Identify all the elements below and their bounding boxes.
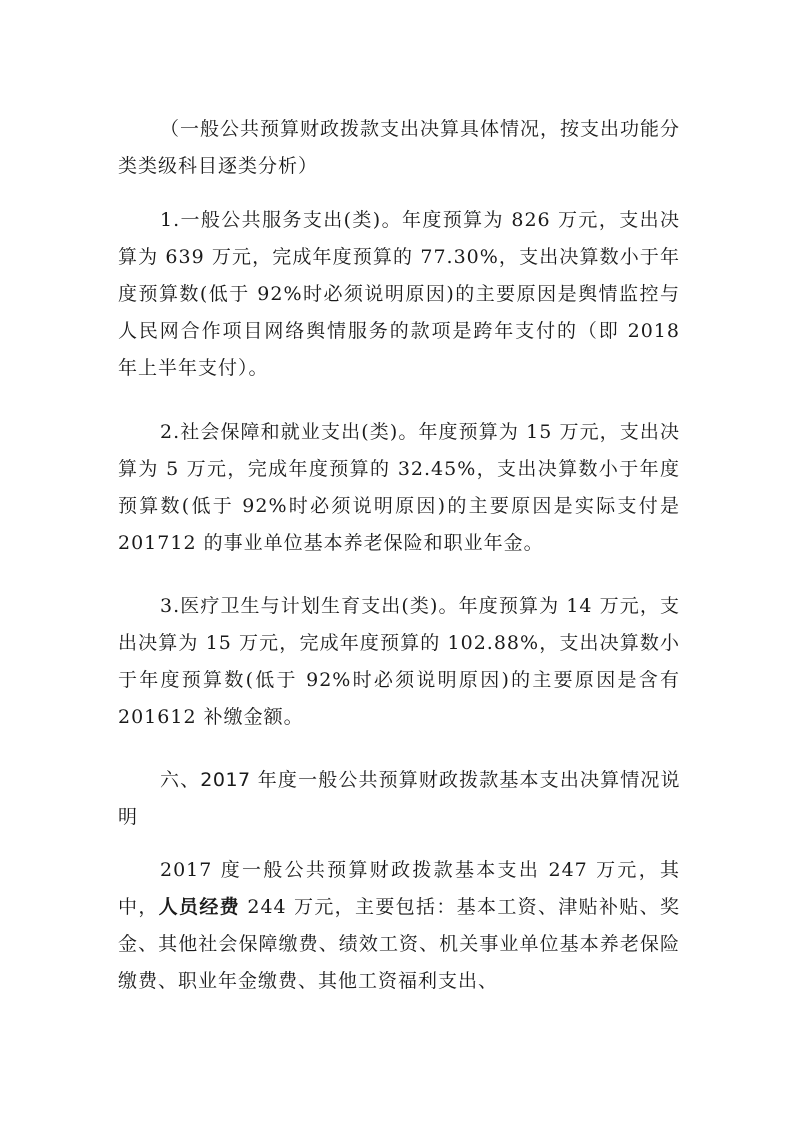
section-6-bold-term: 人员经费 <box>158 896 240 918</box>
section-6-body-part1: 2017 度一般公共预算财政拨款基本支出 247 万元，其中， <box>118 859 680 918</box>
item-2-paragraph: 2.社会保障和就业支出(类)。年度预算为 15 万元，支出决算为 5 万元，完成年度预算的 32.45%，支出决算数小于年度预算数(低于 92%时必须说明原因)的主要原因是实际支付是 201712 的事业单位基本养老保险和职业年金。 <box>118 421 680 554</box>
section-6-heading: 六、2017 年度一般公共预算财政拨款基本支出决算情况说明 <box>118 769 680 828</box>
item-3-paragraph: 3.医疗卫生与计划生育支出(类)。年度预算为 14 万元，支出决算为 15 万元，完成年度预算的 102.88%，支出决算数小于年度预算数(低于 92%时必须说明原因)的主要原因是含有 201612 补缴金额。 <box>118 595 680 728</box>
section-6-body-part2: 244 万元，主要包括：基本工资、津贴补贴、奖金、其他社会保障缴费、绩效工资、机关事业单位基本养老保险缴费、职业年金缴费、其他工资福利支出、 <box>118 896 680 992</box>
intro-paragraph: （一般公共预算财政拨款支出决算具体情况，按支出功能分类类级科目逐类分析） <box>118 118 681 177</box>
item-1-paragraph: 1.一般公共服务支出(类)。年度预算为 826 万元，支出决算为 639 万元，完成年度预算的 77.30%，支出决算数小于年度预算数(低于 92%时必须说明原因)的主要原因是舆情监控与人民网合作项目网络舆情服务的款项是跨年支付的（即 2018 年上半年支付）。 <box>118 209 680 379</box>
section-6-body-paragraph <box>118 852 680 1000</box>
